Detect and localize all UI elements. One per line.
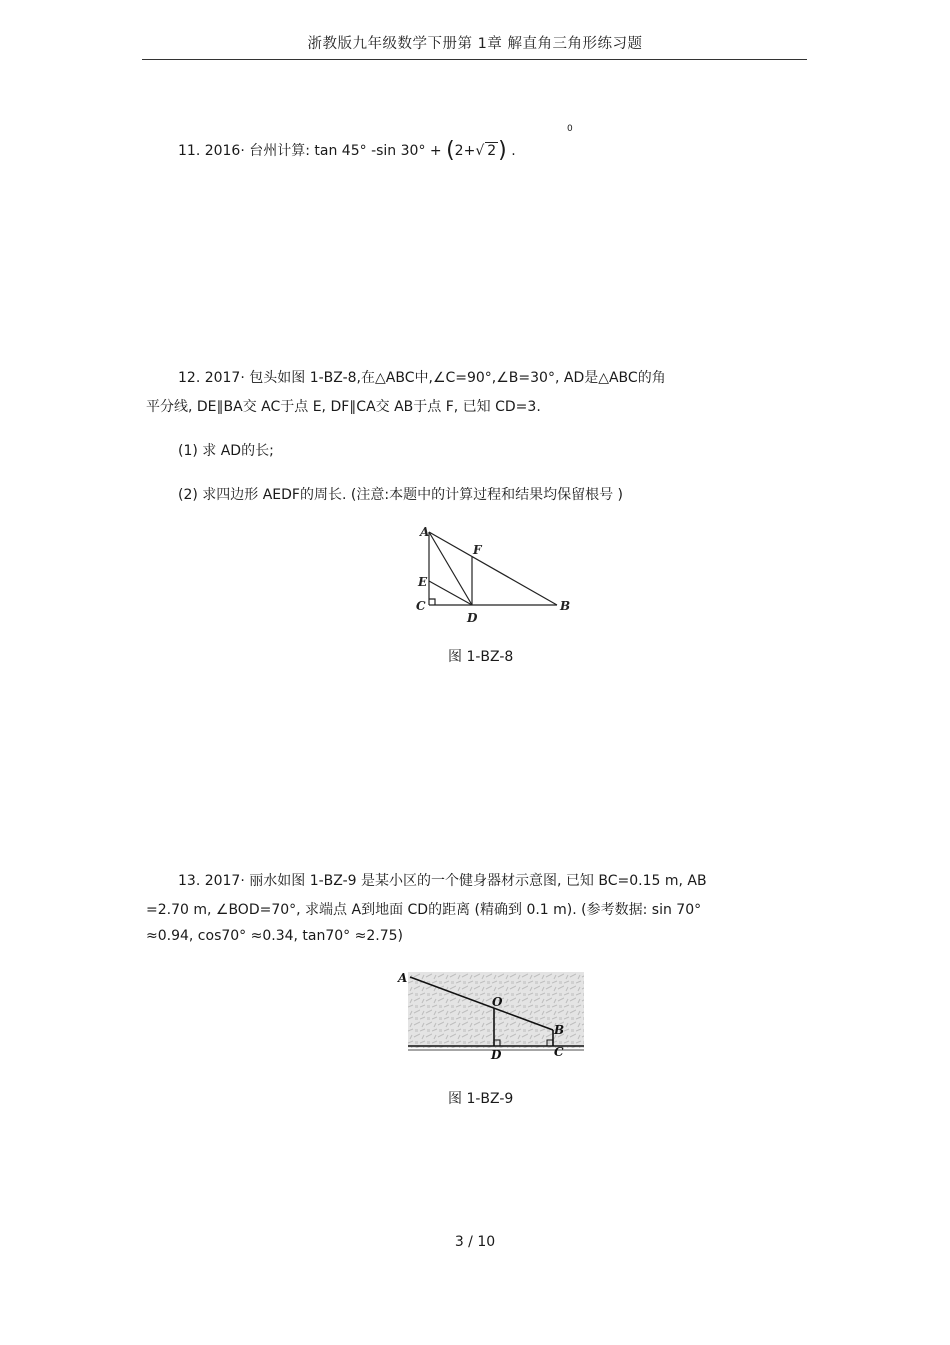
segment-ab [429,532,557,605]
q11-prefix: 11. 2016· 台州计算: tan 45° -sin 30° + [178,143,442,159]
header-rule [142,59,807,60]
label-a: A [398,971,408,985]
question-12-line-1: 12. 2017· 包头如图 1-BZ-8,在△ABC中,∠C=90°,∠B=30°, AD是△ABC的角 [178,370,666,386]
question-12-line-2: 平分线, DE∥BA交 AC于点 E, DF∥CA交 AB于点 F, 已知 CD=3. [146,399,541,415]
sqrt-symbol: √ 2 [475,143,497,159]
label-c: C [554,1045,564,1059]
label-o: O [492,995,503,1009]
label-a: A [420,525,430,539]
question-12-part-2: (2) 求四边形 AEDF的周长. (注意:本题中的计算过程和结果均保留根号 ) [178,487,623,503]
q11-left-paren: ( [446,138,455,163]
q11-suffix: . [511,143,516,159]
label-c: C [416,599,426,613]
question-12-part-1: (1) 求 AD的长; [178,443,274,459]
label-d: D [467,611,478,625]
label-b: B [554,1023,565,1037]
page-number: 3 / 10 [454,1234,496,1250]
figure-1-bz-8 [412,522,582,632]
question-11 [178,138,516,163]
label-e: E [418,575,428,589]
q11-inner: 2+ [454,143,476,159]
figure-caption-8: 图 1-BZ-8 [448,649,514,665]
segment-ad [429,532,472,605]
figure-1-bz-9 [396,968,586,1060]
right-angle-mark-c [429,599,435,605]
page-header: 浙教版九年级数学下册第 1章 解直角三角形练习题 [307,36,643,52]
figure-caption-9: 图 1-BZ-9 [448,1091,514,1107]
label-b: B [560,599,571,613]
question-13-line-1: 13. 2017· 丽水如图 1-BZ-9 是某小区的一个健身器材示意图, 已知 BC=0.15 m, AB [178,873,707,889]
q11-radicand: 2 [487,143,497,159]
question-13-line-2: =2.70 m, ∠BOD=70°, 求端点 A到地面 CD的距离 (精确到 0.1 m). (参考数据: sin 70° [146,902,702,918]
label-f: F [473,543,482,557]
q11-right-paren: ) [498,138,507,163]
question-13-line-3: ≈0.94, cos70° ≈0.34, tan70° ≈2.75) [146,928,403,944]
q11-exponent: 0 [567,124,573,134]
label-d: D [491,1048,502,1060]
